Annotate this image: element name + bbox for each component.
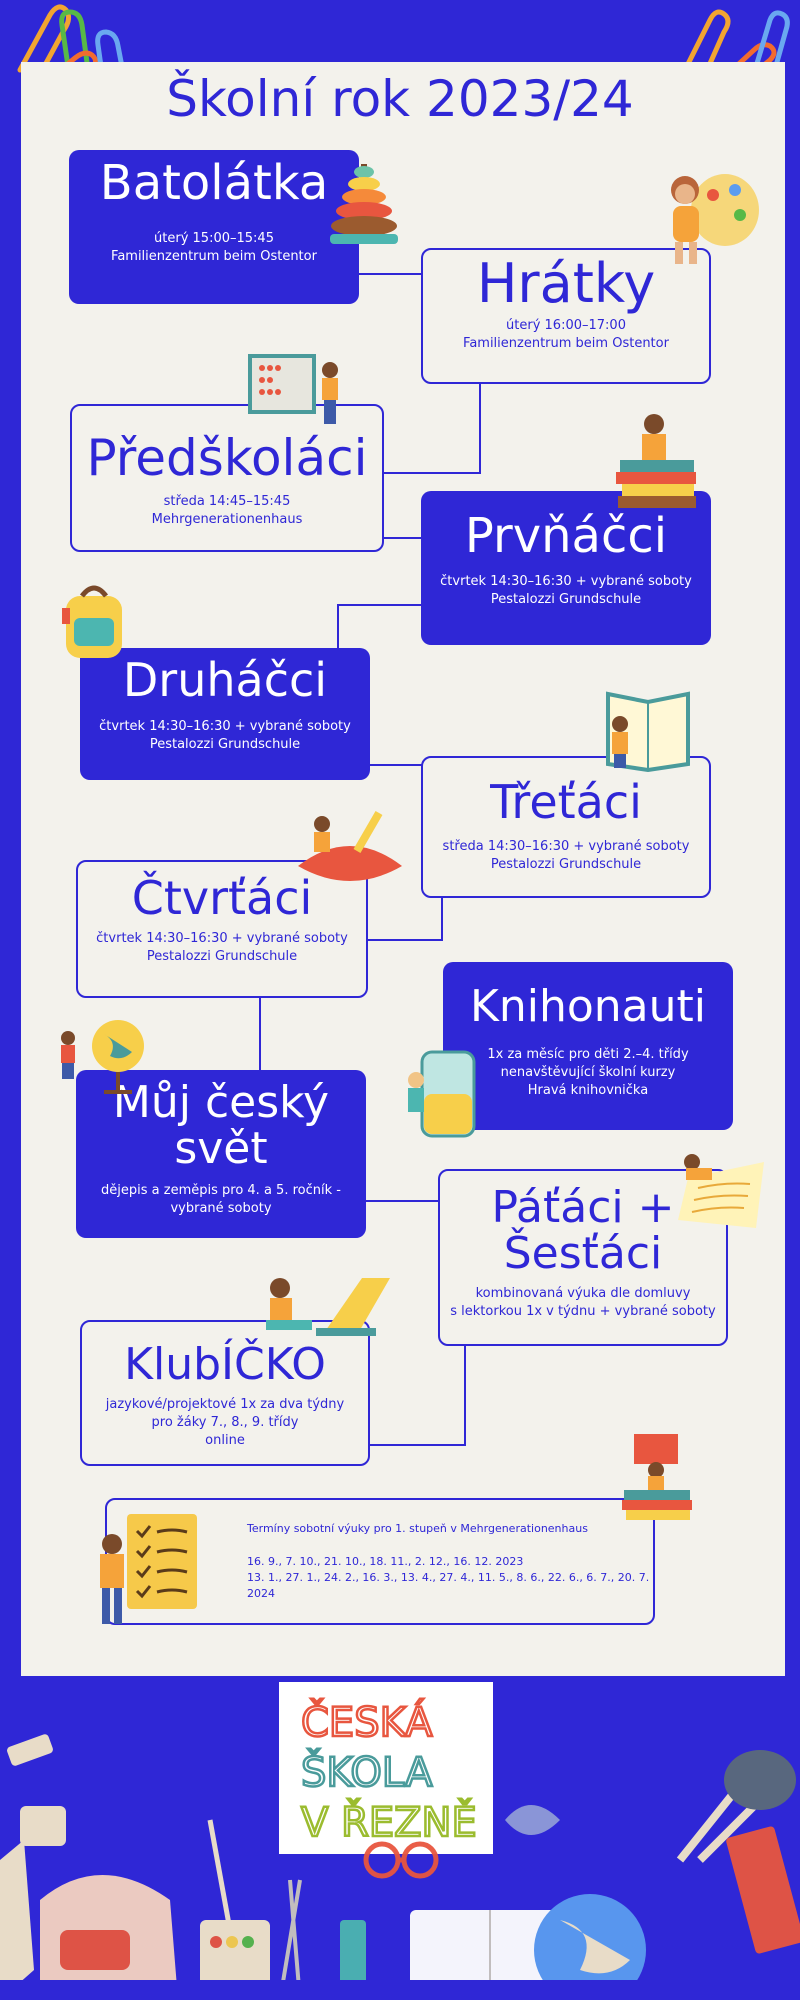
card-tretaci: [421, 756, 711, 898]
page-title: Školní rok 2023/24: [166, 70, 634, 128]
logo-line-2: ŠKOLA: [301, 1750, 433, 1796]
boy-writing-paper-icon: [664, 1148, 770, 1230]
card-druhacci: [80, 648, 370, 780]
logo-line-3: V ŘEZNĚ: [301, 1800, 477, 1846]
class-info: úterý 15:00–15:45 Familienzentrum beim Ostentor: [111, 231, 317, 265]
class-info: čtvrtek 14:30–16:30 + vybrané soboty Pestalozzi Grundschule: [99, 719, 351, 753]
boy-with-globe-icon: [52, 1012, 152, 1096]
stacking-rings-toy-icon: [326, 160, 402, 250]
class-name: Třeťáci: [490, 775, 642, 829]
saturday-dates-card: [105, 1498, 655, 1625]
class-name: Čtvrťáci: [131, 871, 313, 925]
girl-with-palette-icon: [655, 160, 760, 270]
saturday-title: Termíny sobotní výuky pro 1. stupeň v Mehrgenerationenhaus: [247, 1522, 588, 1535]
girl-with-laptop-icon: [256, 1270, 392, 1346]
measuring-cup-boy-icon: [402, 1044, 478, 1144]
saturday-dates: 16. 9., 7. 10., 21. 10., 18. 11., 2. 12., 16. 12. 2023 13. 1., 27. 1., 24. 2., 16. 3., 13. 4., 27. 4., 11. 5., 8. 6., 22. 6., 6. 7., 20. 7. 2024: [247, 1555, 650, 1600]
class-name: Knihonauti: [470, 981, 706, 1032]
card-batolatka: [69, 150, 359, 304]
backpack-icon: [52, 578, 136, 664]
abacus-boy-icon: [248, 350, 348, 430]
logo-line-1: ČESKÁ: [301, 1700, 433, 1746]
class-info: kombinovaná výuka dle domluvy s lektorkou 1x v týdnu + vybrané soboty: [450, 1286, 716, 1320]
class-info: čtvrtek 14:30–16:30 + vybrané soboty Pestalozzi Grundschule: [96, 931, 348, 965]
class-name: Předškoláci: [86, 429, 368, 487]
card-knihonauti: [443, 962, 733, 1130]
boy-on-books-icon: [612, 410, 702, 515]
class-name: Hrátky: [476, 252, 656, 315]
class-info: jazykové/projektové 1x za dva týdny pro žáky 7., 8., 9. třídy online: [105, 1397, 345, 1449]
class-name: Můj český svět: [112, 1077, 330, 1175]
thinking-boy-icon: [92, 1530, 132, 1630]
class-name: KlubÍČKO: [124, 1339, 326, 1390]
class-name: Druháčci: [122, 653, 328, 707]
boy-reading-on-books-icon: [618, 1430, 696, 1526]
class-info: středa 14:45–15:45 Mehrgenerationenhaus: [151, 493, 303, 527]
class-name: Batolátka: [99, 155, 329, 211]
school-supplies-decoration: [0, 1720, 800, 2000]
class-info: středa 14:30–16:30 + vybrané soboty Pestalozzi Grundschule: [442, 839, 690, 873]
class-info: úterý 16:00–17:00 Familienzentrum beim Ostentor: [463, 317, 669, 351]
class-name: Páťáci + Šesťáci: [491, 1182, 675, 1280]
boy-with-book-icon: [598, 690, 698, 772]
class-info: čtvrtek 14:30–16:30 + vybrané soboty Pestalozzi Grundschule: [440, 574, 692, 608]
class-info: 1x za měsíc pro děti 2.–4. třídy nenavštěvující školní kurzy Hravá knihovnička: [487, 1047, 689, 1099]
class-name: Prvňáčci: [464, 508, 668, 564]
class-info: dějepis a zeměpis pro 4. a 5. ročník - vybrané soboty: [101, 1183, 341, 1217]
pencil-case-boy-icon: [294, 806, 406, 888]
